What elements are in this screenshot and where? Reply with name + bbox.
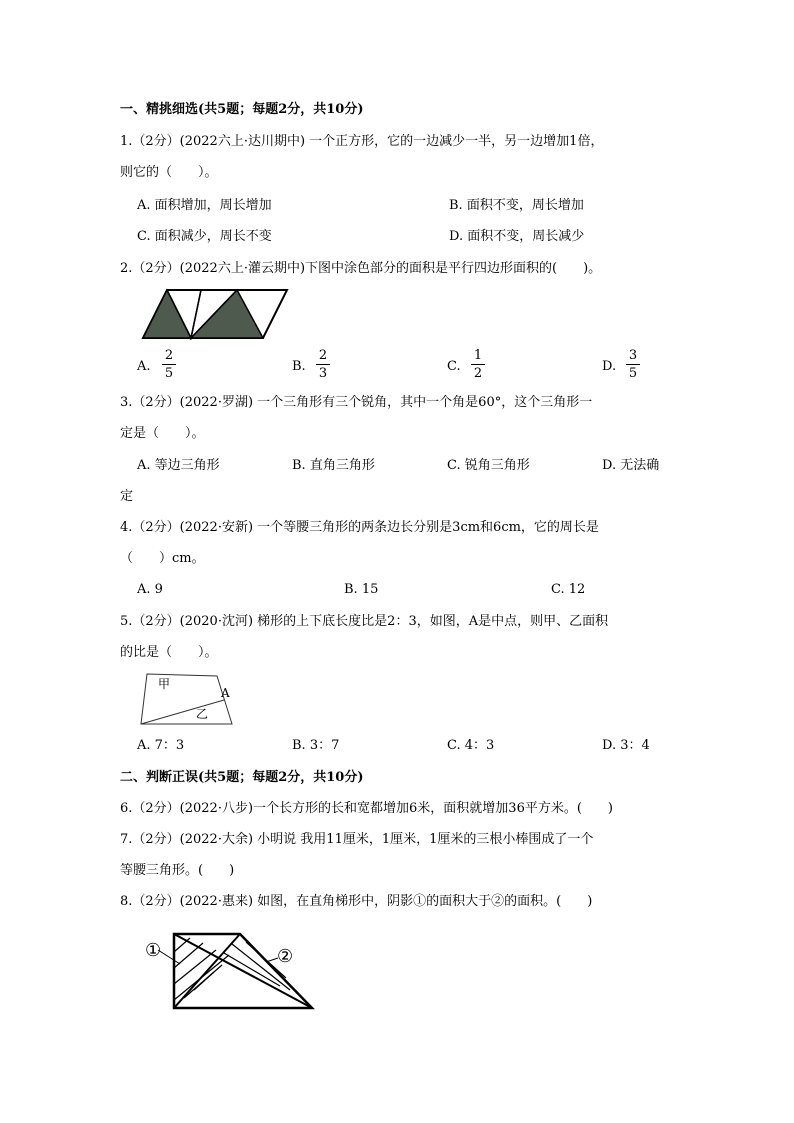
q8-label-circle-2: ② [277, 946, 294, 967]
q3-option-b[interactable]: B. 直角三角形 [292, 458, 375, 473]
q7-stem-line2: 等腰三角形。( ) [120, 863, 235, 878]
numerator: 2 [318, 348, 328, 363]
q1-stem-line2: 则它的（ ）。 [120, 165, 218, 180]
q7-stem-line1: 7.（2分）(2022·大余) 小明说 我用11厘米，1厘米，1厘米的三根小棒围成了一个 [120, 832, 594, 847]
section2-title: 二、判断正误(共5题；每题2分，共10分) [120, 770, 364, 785]
q2-stem: 2.（2分）(2022六上·灌云期中)下图中涂色部分的面积是平行四边形面积的( )。 [120, 261, 602, 276]
numerator: 3 [628, 348, 638, 363]
q1-option-b[interactable]: B. 面积不变，周长增加 [449, 198, 584, 213]
denominator: 5 [628, 366, 638, 381]
q4-stem-line2: （ ）cm。 [120, 551, 205, 566]
q1-stem-line1: 1.（2分）(2022六上·达川期中) 一个正方形，它的一边减少一半，另一边增加1倍， [120, 134, 604, 149]
q8-label-circle-1: ① [145, 940, 162, 961]
numerator: 1 [473, 348, 483, 363]
q5-option-c[interactable]: C. 4：3 [447, 738, 495, 753]
q2-option-b-label[interactable]: B. [292, 359, 306, 374]
q2-option-a-fraction[interactable] [162, 348, 176, 381]
q5-stem-line2: 的比是（ ）。 [120, 645, 218, 660]
q3-option-c[interactable]: C. 锐角三角形 [447, 458, 530, 473]
q5-option-b[interactable]: B. 3：7 [292, 738, 340, 753]
q2-option-c-label[interactable]: C. [447, 359, 461, 374]
q1-option-c[interactable]: C. 面积减少，周长不变 [137, 229, 272, 244]
q8-stem: 8.（2分）(2022·惠来) 如图，在直角梯形中，阴影①的面积大于②的面积。( ) [120, 894, 593, 909]
q2-option-d-fraction[interactable] [626, 348, 640, 381]
q4-option-c[interactable]: C. 12 [551, 582, 586, 597]
section1-title: 一、精挑细选(共5题；每题2分，共10分) [120, 102, 364, 117]
q3-option-d[interactable]: D. 无法确 [602, 458, 660, 473]
q4-stem-line1: 4.（2分）(2022·安新) 一个等腰三角形的两条边长分别是3cm和6cm，它的周长是 [120, 520, 599, 535]
q5-figure-label-yi: 乙 [196, 707, 209, 721]
q1-option-a[interactable]: A. 面积增加，周长增加 [137, 198, 272, 213]
q2-option-b-fraction[interactable] [316, 348, 330, 381]
q3-stem-line1: 3.（2分）(2022·罗湖) 一个三角形有三个锐角，其中一个角是60°，这个三角形一 [120, 395, 593, 410]
numerator: 2 [164, 348, 174, 363]
q3-option-d-continued: 定 [120, 489, 134, 504]
q2-parallelogram-figure [140, 288, 290, 340]
denominator: 2 [473, 366, 483, 381]
q8-right-trapezoid-figure [140, 928, 320, 1012]
q2-option-d-label[interactable]: D. [602, 359, 617, 374]
q4-option-b[interactable]: B. 15 [344, 582, 379, 597]
q1-option-d[interactable]: D. 面积不变，周长减少 [449, 229, 585, 244]
q6-stem: 6.（2分）(2022·八步)一个长方形的长和宽都增加6米，面积就增加36平方米。( ) [120, 801, 613, 816]
denominator: 5 [164, 366, 174, 381]
q3-stem-line2: 定是（ ）。 [120, 426, 205, 441]
denominator: 3 [318, 366, 328, 381]
q5-figure-label-a: A [221, 686, 230, 700]
q5-option-a[interactable]: A. 7：3 [137, 738, 185, 753]
q2-option-a-label[interactable]: A. [137, 359, 151, 374]
q3-option-a[interactable]: A. 等边三角形 [137, 458, 220, 473]
q5-stem-line1: 5.（2分）(2020·沈河) 梯形的上下底长度比是2：3，如图，A是中点，则甲、乙面积 [120, 614, 609, 629]
q5-option-d[interactable]: D. 3：4 [602, 738, 650, 753]
q2-option-c-fraction[interactable] [471, 348, 485, 381]
q4-option-a[interactable]: A. 9 [137, 582, 163, 597]
q5-figure-label-jia: 甲 [158, 677, 171, 691]
